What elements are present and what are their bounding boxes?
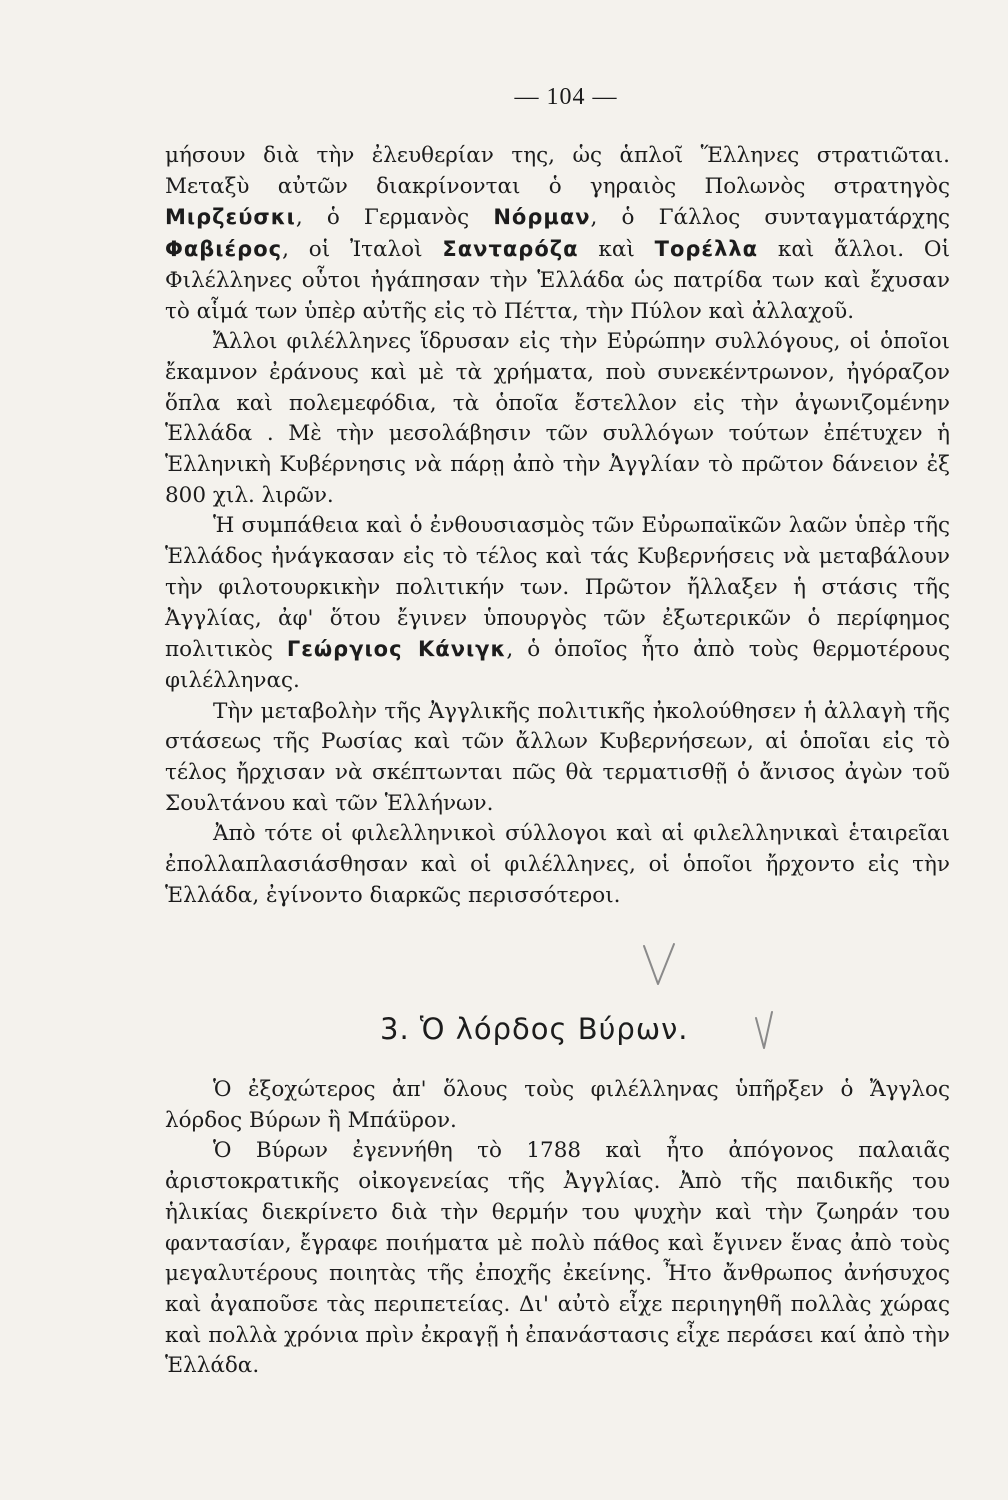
paragraph-text: μήσουν διὰ τὴν ἐλευθερίαν της, ὡς ἁπλοῖ Ἕλληνες στρατιῶται. Μεταξὺ αὐτῶν διακρίνονται ὁ γηραιὸς Πολωνὸς στρατηγὸς — [165, 143, 950, 199]
paragraph-byron-intro: Ὁ ἐξοχώτερος ἀπ' ὅλους τοὺς φιλέλληνας ὑπῆρξεν ὁ Ἄγγλος λόρδος Βύρων ἢ Μπάϋρον. — [165, 1077, 950, 1133]
handwritten-check-mark — [752, 1008, 778, 1052]
paragraph-text: , ὁ Γερμανὸς — [295, 205, 494, 231]
name-torella: Τορέλλα — [654, 237, 759, 262]
paragraph-philhellenic-growth: Ἀπὸ τότε οἱ φιλελληνικοὶ σύλλογοι καὶ αἱ φιλελληνικαὶ ἑταιρεῖαι ἐπολλαπλασιάσθησαν καὶ οἱ φιλέλληνες, οἱ ὁποῖοι ἤρχοντο εἰς τὴν Ἑλλάδα, ἐγίνοντο διαρκῶς περισσότεροι. — [165, 821, 950, 908]
name-favieros: Φαβιέρος — [165, 237, 283, 262]
page-number: — 104 — — [514, 84, 618, 110]
paragraph-text: , οἱ Ἰταλοὶ — [282, 237, 443, 263]
section-heading: 3. Ὁ λόρδος Βύρων. — [380, 1012, 689, 1046]
paragraph-societies: Ἄλλοι φιλέλληνες ἵδρυσαν εἰς τὴν Εὐρώπην συλλόγους, οἱ ὁποῖοι ἔκαμνον ἐράνους καὶ μὲ τὰ χρήματα, ποὺ συνεκέντρωνον, ἠγόραζον ὅπλα καὶ πολεμεφόδια, τὰ ὁποῖα ἔστελλον εἰς τὴν ἀγωνιζομένην Ἑλλάδα . Μὲ τὴν μεσολάβησιν τῶν συλλόγων τούτων ἐπέτυχεν ἡ Ἑλληνικὴ Κυβέρνησις νὰ πάρῃ ἀπὸ τὴν Ἀγγλίαν τὸ πρῶτον δάνειον ἐξ 800 χιλ. λιρῶν. — [165, 329, 950, 508]
text-block-byron — [165, 1075, 950, 1382]
paragraph-policy-change: Τὴν μεταβολὴν τῆς Ἀγγλικῆς πολιτικῆς ἠκολούθησεν ἡ ἀλλαγὴ τῆς στάσεως τῆς Ρωσίας καὶ τῶν ἄλλων Κυβερνήσεων, αἱ ὁποῖαι εἰς τὸ τέλος ἤρχισαν νὰ σκέπτωνται πῶς θὰ τερματισθῇ ὁ ἄνισος ἀγὼν τοῦ Σουλτάνου καὶ τῶν Ἑλλήνων. — [165, 698, 950, 816]
name-santarosa: Σανταρόζα — [442, 237, 579, 262]
paragraph-byron-bio: Ὁ Βύρων ἐγεννήθη τὸ 1788 καὶ ἦτο ἀπόγονος παλαιᾶς ἀριστοκρατικῆς οἰκογενείας τῆς Ἀγγλίας. Ἀπὸ τῆς παιδικῆς του ἡλικίας διεκρίνετο διὰ τὴν θερμήν του ψυχὴν καὶ τὴν ζωηράν του φαντασίαν, ἔγραφε ποιήματα μὲ πολὺ πάθος καὶ ἔγινεν ἕνας ἀπὸ τοὺς μεγαλυτέρους ποιητὰς τῆς ἐποχῆς ἐκείνης. Ἦτο ἄνθρωπος ἀνήσυχος καὶ ἀγαποῦσε τὰς περιπετείας. Δι' αὐτὸ εἶχε περιηγηθῆ πολλὰς χώρας καὶ πολλὰ χρόνια πρὶν ἐκραγῇ ἡ ἐπανάστασις εἶχε περάσει καί ἀπὸ τὴν Ἑλλάδα. — [165, 1138, 950, 1379]
name-canning: Γεώργιος Κάνιγκ — [286, 637, 507, 662]
handwritten-check-mark — [640, 940, 680, 990]
paragraph-text: , ὁ ὁποῖος ἦτο ἀπὸ τοὺς θερμοτέρους φιλέλληνας. — [165, 637, 950, 693]
paragraph-text: Ἡ συμπάθεια καὶ ὁ ἐνθουσιασμὸς τῶν Εὐρωπαϊκῶν λαῶν ὑπὲρ τῆς Ἑλλάδος ἠνάγκασαν εἰς τὸ τέλος καὶ τάς Κυβερνήσεις νὰ μεταβάλουν τὴν φιλοτουρκικὴν πολιτικήν των. Πρῶτον ἤλλαξεν ἡ στάσις τῆς Ἀγγλίας, ἀφ' ὅτου ἔγινεν ὑπουργὸς τῶν ἐξωτερικῶν ὁ περίφημος πολιτικὸς — [165, 513, 950, 663]
paragraph-text: , ὁ Γάλλος συνταγματάρχης — [590, 205, 951, 231]
paragraph-text: καὶ ἄλλοι. Οἱ Φιλέλληνες οὗτοι ἠγάπησαν τὴν Ἑλλάδα ὡς πατρίδα των καὶ ἔχυσαν τὸ αἷμά των ὑπὲρ αὐτῆς εἰς τὸ Πέττα, τὴν Πύλον καὶ ἀλλαχοῦ. — [165, 237, 950, 324]
text-block-main — [165, 141, 950, 912]
paragraph-foreign-volunteers — [165, 141, 950, 327]
name-mirzeuski: Μιρζεύσκι — [165, 205, 296, 230]
name-norman: Νόρμαν — [493, 205, 591, 230]
paragraph-sympathy — [165, 511, 950, 696]
paragraph-text: καὶ — [578, 237, 655, 263]
